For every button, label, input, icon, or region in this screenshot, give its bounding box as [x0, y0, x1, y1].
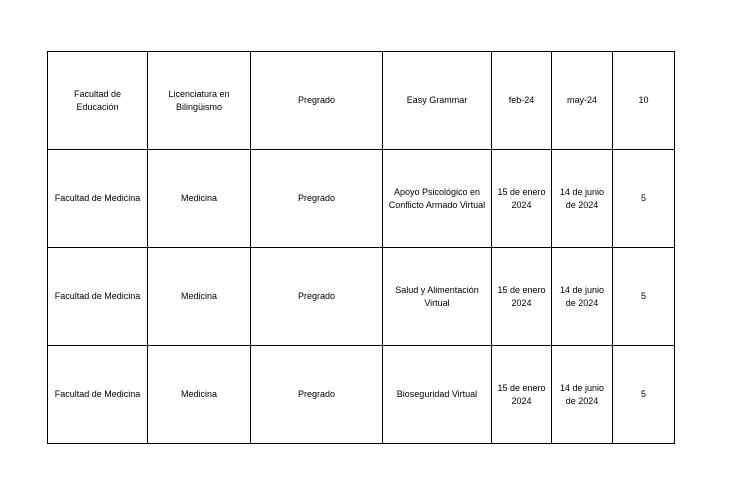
cell-programa: Licenciatura en Bilingüismo	[148, 52, 251, 150]
cell-facultad: Facultad de Educación	[48, 52, 148, 150]
cell-curso: Apoyo Psicológico en Conflicto Armado Virtual	[383, 150, 492, 248]
cell-facultad: Facultad de Medicina	[48, 150, 148, 248]
cell-cupos: 10	[613, 52, 675, 150]
cell-curso: Salud y Alimentación Virtual	[383, 248, 492, 346]
cell-programa: Medicina	[148, 150, 251, 248]
cell-nivel: Pregrado	[251, 346, 383, 444]
cell-facultad: Facultad de Medicina	[48, 248, 148, 346]
cell-facultad: Facultad de Medicina	[48, 346, 148, 444]
cell-nivel: Pregrado	[251, 52, 383, 150]
cell-cupos: 5	[613, 346, 675, 444]
cell-inicio: 15 de enero 2024	[492, 248, 552, 346]
cell-curso: Easy Grammar	[383, 52, 492, 150]
cell-programa: Medicina	[148, 346, 251, 444]
cell-cupos: 5	[613, 150, 675, 248]
table-row	[48, 150, 675, 248]
cell-inicio: 15 de enero 2024	[492, 150, 552, 248]
courses-table	[47, 51, 675, 444]
table-row	[48, 346, 675, 444]
table-row	[48, 52, 675, 150]
cell-fin: 14 de junio de 2024	[552, 248, 613, 346]
cell-inicio: feb-24	[492, 52, 552, 150]
table-row	[48, 248, 675, 346]
cell-nivel: Pregrado	[251, 150, 383, 248]
cell-curso: Bioseguridad Virtual	[383, 346, 492, 444]
cell-cupos: 5	[613, 248, 675, 346]
cell-nivel: Pregrado	[251, 248, 383, 346]
cell-fin: 14 de junio de 2024	[552, 346, 613, 444]
cell-programa: Medicina	[148, 248, 251, 346]
cell-inicio: 15 de enero 2024	[492, 346, 552, 444]
cell-fin: may-24	[552, 52, 613, 150]
cell-fin: 14 de junio de 2024	[552, 150, 613, 248]
